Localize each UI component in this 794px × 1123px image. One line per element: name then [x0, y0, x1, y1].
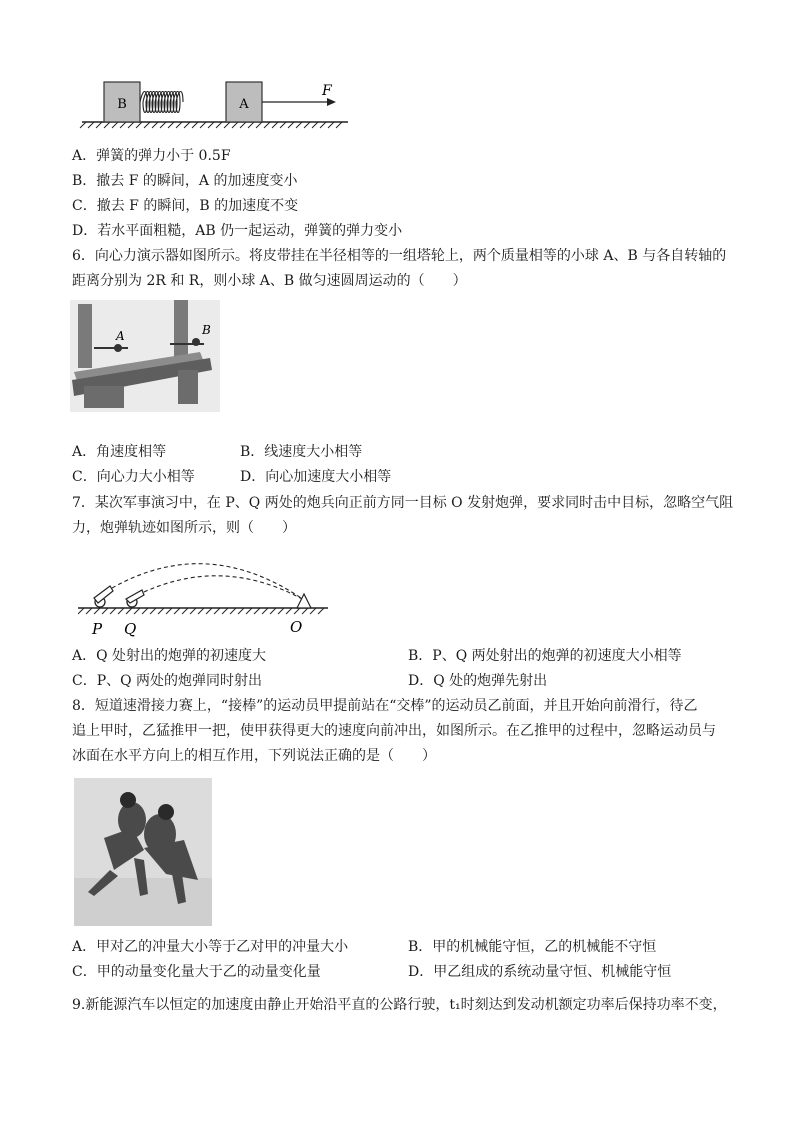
cannon-p [94, 586, 113, 607]
q6-stem-line2: 距离分别为 2R 和 R，则小球 A、B 做匀速圆周运动的（ ） [72, 273, 467, 289]
q5-option-a: A．弹簧的弹力小于 0.5F [72, 148, 231, 164]
q7-option-b: B．P、Q 两处射出的炮弹的初速度大小相等 [408, 648, 682, 664]
q8-option-a: A．甲对乙的冲量大小等于乙对甲的冲量大小 [72, 939, 349, 955]
q5-option-d: D．若水平面粗糙，AB 仍一起运动，弹簧的弹力变小 [72, 223, 403, 239]
q6-option-c: C．向心力大小相等 [72, 469, 195, 485]
trajectory-q [144, 576, 304, 600]
q8-option-d: D．甲乙组成的系统动量守恒、机械能守恒 [408, 964, 672, 980]
force-label: F [322, 83, 332, 99]
q8-stem-line1: 8．短道速滑接力赛上，“接棒”的运动员甲提前站在“交棒”的运动员乙前面，并且开始向前滑行，待乙 [72, 698, 698, 714]
block-a-label: A [239, 97, 249, 112]
q7-stem-line2: 力，炮弹轨迹如图所示，则（ ） [72, 520, 296, 536]
projectile-trajectory-figure [78, 548, 330, 640]
q6-option-b: B．线速度大小相等 [240, 444, 363, 460]
label-o: O [290, 618, 303, 636]
q7-option-a: A．Q 处射出的炮弹的初速度大 [72, 648, 267, 664]
block-b-label: B [117, 97, 127, 112]
q7-option-c: C．P、Q 两处的炮弹同时射出 [72, 673, 263, 689]
speed-skating-photo [74, 778, 212, 926]
spring-blocks-figure [78, 78, 353, 130]
q5-option-b: B．撤去 F 的瞬间，A 的加速度变小 [72, 173, 298, 189]
label-q: Q [124, 620, 137, 638]
cannon-q [126, 590, 144, 607]
label-p: P [92, 620, 103, 638]
centripetal-apparatus-figure [70, 300, 220, 412]
q8-stem-line2: 追上甲时，乙猛推甲一把，使甲获得更大的速度向前冲出，如图所示。在乙推甲的过程中，忽略运动员与 [72, 723, 716, 739]
q6-option-a: A．角速度相等 [72, 444, 167, 460]
q7-option-d: D．Q 处的炮弹先射出 [408, 673, 548, 689]
spring [140, 92, 183, 113]
q7-stem-line1: 7．某次军事演习中，在 P、Q 两处的炮兵向正前方同一目标 O 发射炮弹，要求同时击中目标，忽略空气阻 [72, 495, 734, 511]
q6-option-d: D．向心加速度大小相等 [240, 469, 392, 485]
q5-option-c: C．撤去 F 的瞬间，B 的加速度不变 [72, 198, 299, 214]
q9-stem-line1: 9.新能源汽车以恒定的加速度由静止开始沿平直的公路行驶，t₁时刻达到发动机额定功率后保持功率不变， [72, 997, 727, 1013]
ball-a-label: A [116, 329, 125, 343]
q6-stem-line1: 6．向心力演示器如图所示。将皮带挂在半径相等的一组塔轮上，两个质量相等的小球 A、B 与各自转轴的 [72, 248, 727, 264]
ball-b-label: B [202, 323, 211, 337]
q8-stem-line3: 冰面在水平方向上的相互作用，下列说法正确的是（ ） [72, 748, 436, 764]
q8-option-b: B．甲的机械能守恒，乙的机械能不守恒 [408, 939, 657, 955]
q8-option-c: C．甲的动量变化量大于乙的动量变化量 [72, 964, 321, 980]
